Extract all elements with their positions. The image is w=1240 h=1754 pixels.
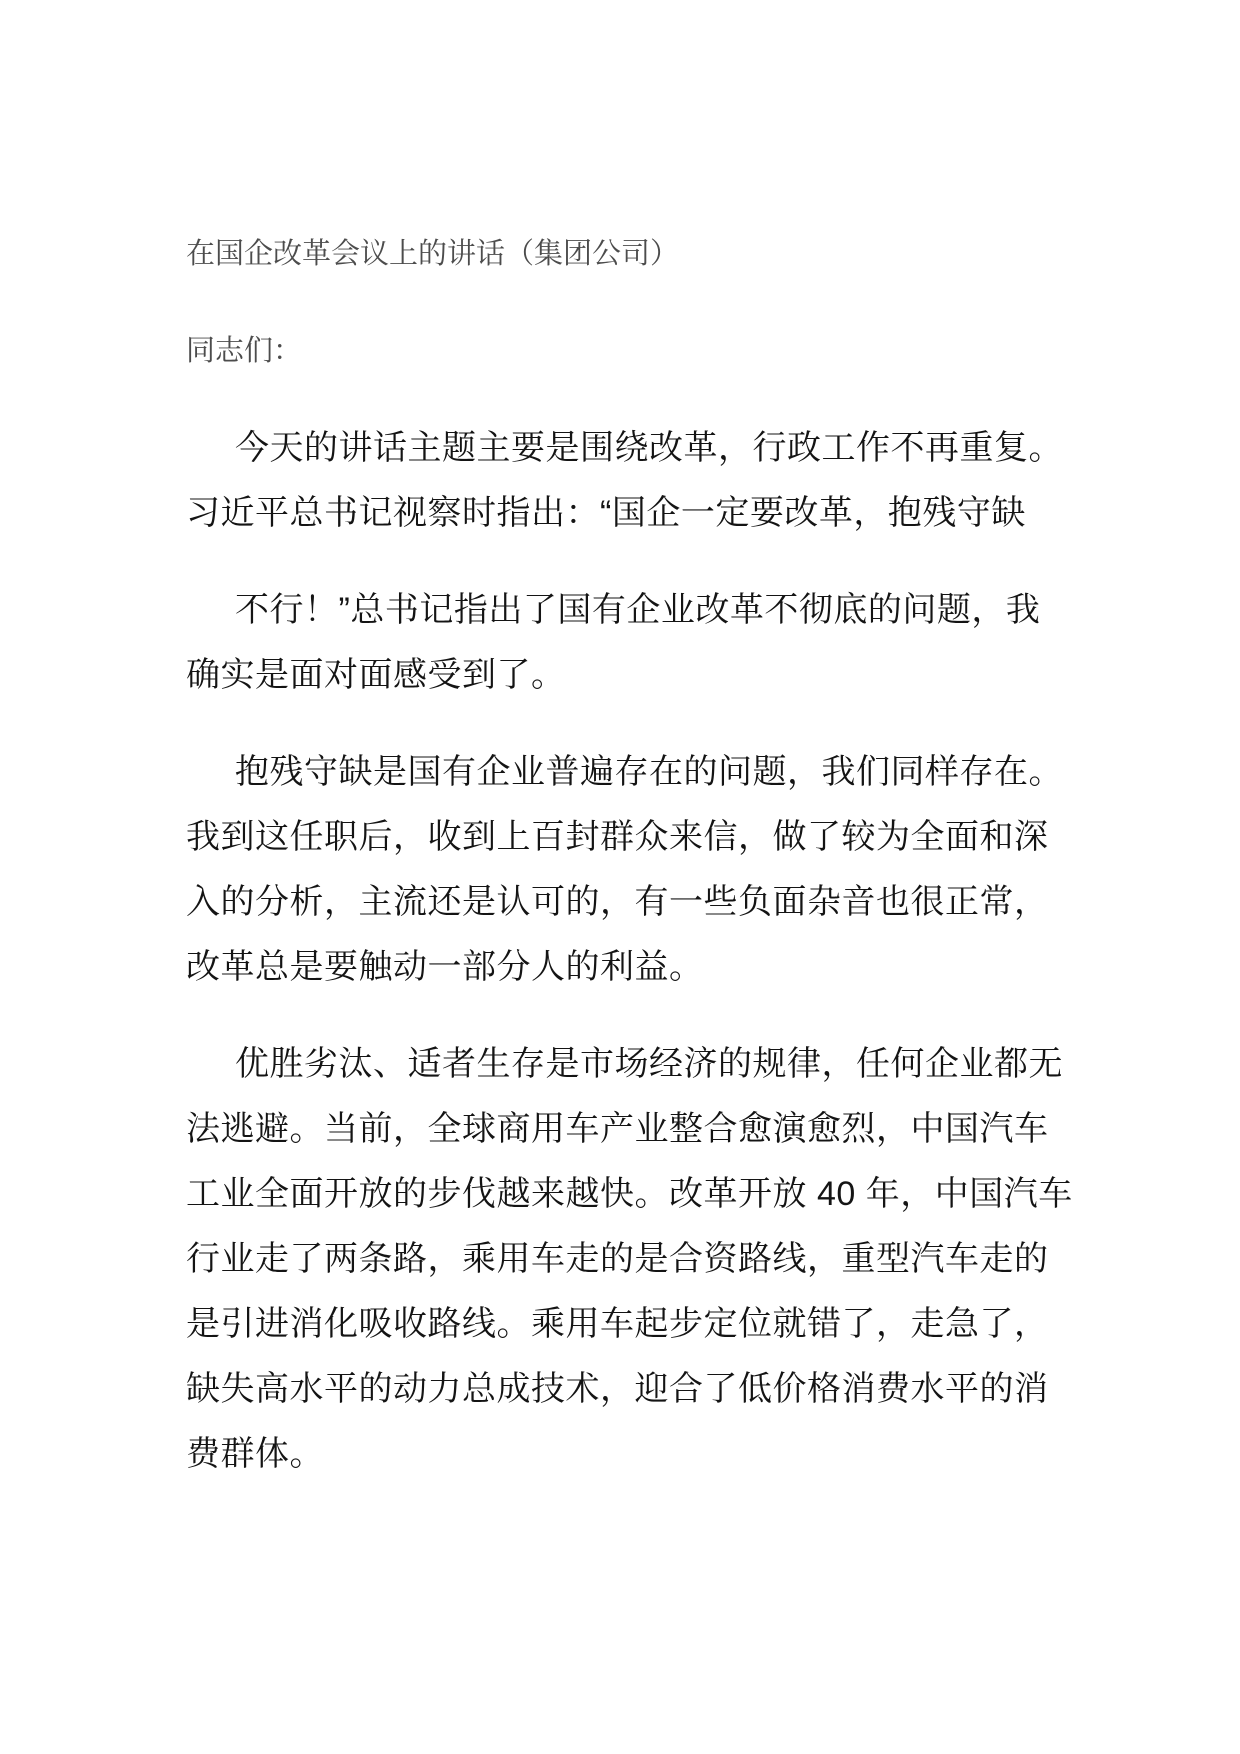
document-content <box>186 222 1073 1519</box>
paragraph-3 <box>186 740 1063 1000</box>
paragraph-3-line-1: 抱残守缺是国有企业普遍存在的问题，我们同样存在。 <box>235 753 1063 791</box>
paragraph-1 <box>186 416 1063 546</box>
paragraph-2-line-2: 确实是面对面感受到了。 <box>186 656 566 694</box>
paragraph-4-line-4: 行业走了两条路，乘用车走的是合资路线，重型汽车走的 <box>186 1240 1049 1278</box>
paragraph-1-line-1: 今天的讲话主题主要是围绕改革，行政工作不再重复。 <box>235 429 1063 467</box>
paragraph-4-line-5: 是引进消化吸收路线。乘用车起步定位就错了，走急了， <box>186 1305 1049 1343</box>
paragraph-4-line-1: 优胜劣汰、适者生存是市场经济的规律，任何企业都无 <box>235 1045 1063 1083</box>
paragraph-4-line-2: 法逃避。当前，全球商用车产业整合愈演愈烈，中国汽车 <box>186 1110 1049 1148</box>
paragraph-4-line-7: 费群体。 <box>186 1435 324 1473</box>
paragraph-3-line-2: 我到这任职后，收到上百封群众来信，做了较为全面和深 <box>186 818 1049 856</box>
paragraph-4-line-6: 缺失高水平的动力总成技术，迎合了低价格消费水平的消 <box>186 1370 1049 1408</box>
document-title: 在国企改革会议上的讲话（集团公司） <box>186 238 680 270</box>
greeting-line: 同志们： <box>186 335 303 367</box>
paragraph-2 <box>186 578 1054 708</box>
paragraph-2-line-1: 不行！”总书记指出了国有企业改革不彻底的问题，我 <box>235 591 1041 629</box>
paragraph-3-line-4: 改革总是要触动一部分人的利益。 <box>186 948 704 986</box>
paragraph-1-line-2: 习近平总书记视察时指出：“国企一定要改革，抱残守缺 <box>186 494 1026 532</box>
paragraph-4-line-3: 工业全面开放的步伐越来越快。改革开放 40 年，中国汽车 <box>186 1175 1073 1213</box>
paragraph-4 <box>186 1032 1073 1487</box>
paragraph-3-line-3: 入的分析，主流还是认可的，有一些负面杂音也很正常， <box>186 883 1049 921</box>
